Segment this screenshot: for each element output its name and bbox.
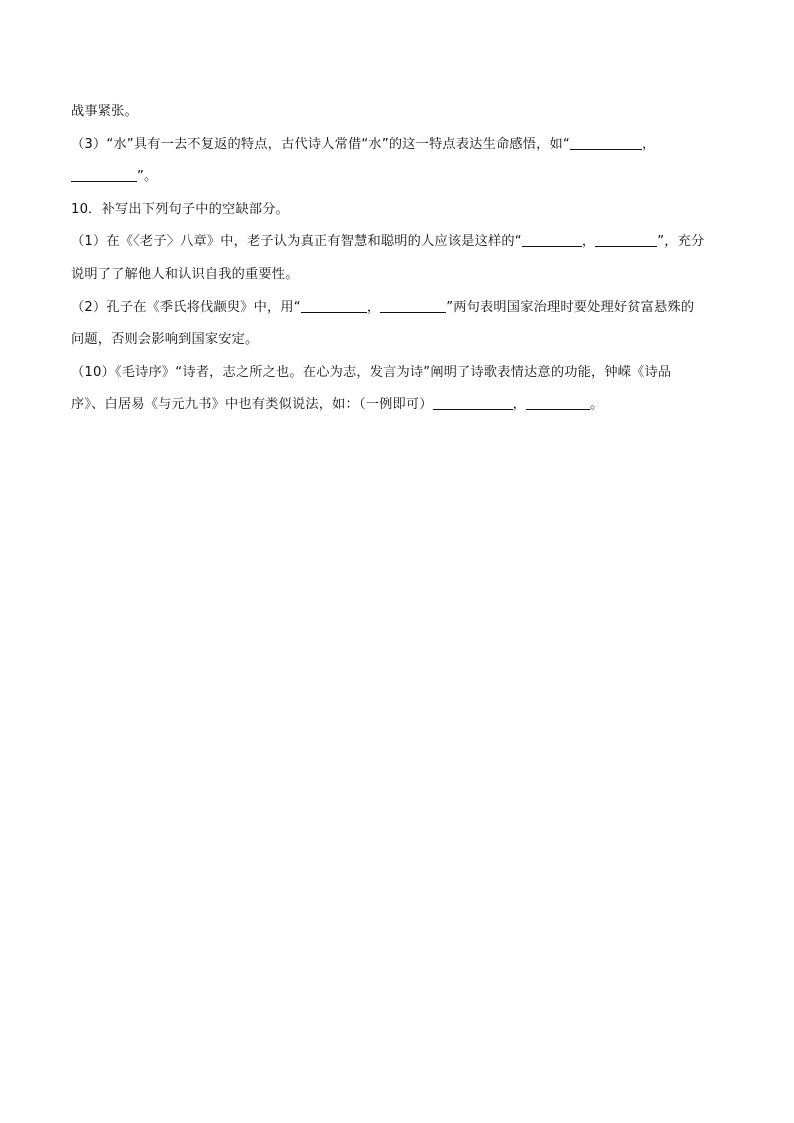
sub-question-2-line-2 — [71, 324, 731, 357]
answer-blank[interactable] — [380, 298, 446, 313]
text-fragment: ， — [366, 299, 381, 315]
text-fragment: ， — [581, 234, 596, 250]
text-line — [71, 96, 731, 129]
sub-question-10-line — [71, 357, 731, 390]
answer-blank[interactable] — [522, 232, 582, 247]
text-fragment: （2）孔子在《季氏将伐颛臾》中，用“ — [71, 299, 301, 315]
sub-question-2-line — [71, 292, 731, 325]
answer-blank[interactable] — [595, 232, 657, 247]
text-fragment: 序》、白居易《与元九书》中也有类似说法，如：（一例即可） — [71, 397, 433, 413]
answer-blank[interactable] — [570, 135, 642, 150]
text-fragment: 问题，否则会影响到国家安定。 — [71, 332, 259, 348]
text-fragment: ”两句表明国家治理时要处理好贫富悬殊的 — [446, 299, 695, 315]
text-fragment: ”。 — [137, 169, 158, 185]
answer-blank[interactable] — [526, 395, 590, 410]
sub-question-10-line-2 — [71, 389, 731, 422]
text-fragment: （10）《毛诗序》“诗者，志之所之也。在心为志，发言为诗”阐明了诗歌表情达意的功能，钟嵘《诗品 — [71, 364, 672, 380]
document-page — [71, 96, 731, 422]
answer-blank[interactable] — [301, 298, 367, 313]
text-fragment: 说明了了解他人和认识自我的重要性。 — [71, 266, 299, 282]
text-fragment: ， — [512, 397, 527, 413]
question-10-heading — [71, 194, 731, 227]
text-fragment: ， — [641, 136, 656, 152]
text-fragment: 战事紧张。 — [71, 104, 138, 119]
text-fragment: 。 — [590, 397, 604, 413]
text-fragment: （3）“水”具有一去不复返的特点，古代诗人常借“水”的这一特点表达生命感悟，如“ — [71, 136, 570, 152]
sub-question-1-line — [71, 226, 731, 259]
answer-blank[interactable] — [71, 167, 137, 182]
answer-blank[interactable] — [433, 395, 513, 410]
question-3-line — [71, 129, 731, 162]
text-fragment: （1）在《〈老子〉八章》中，老子认为真正有智慧和聪明的人应该是这样的“ — [71, 234, 522, 250]
question-3-line-2 — [71, 161, 731, 194]
text-fragment: ”，充分 — [657, 234, 705, 250]
text-fragment: 10．补写出下列句子中的空缺部分。 — [71, 201, 289, 217]
sub-question-1-line-2 — [71, 259, 731, 292]
